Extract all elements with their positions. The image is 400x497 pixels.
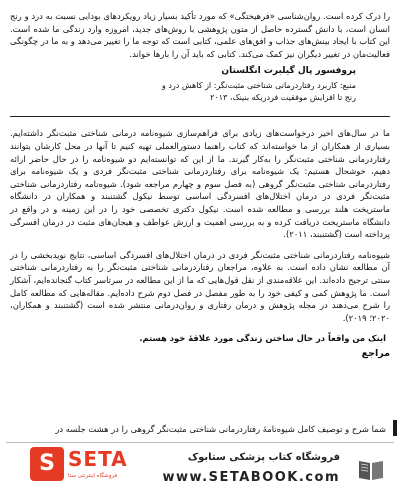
quote-source-line-1: منبع: کاربرد رفتاردرمانی شناختی مثبت‌نگر: از کاهش درد و bbox=[161, 81, 356, 91]
body-paragraph-1: ما در سال‌های اخیر درخواست‌های زیادی برای فراهم‌سازی شیوه‌نامه درمانی شناختی مثبت‌نگر داشته‌ایم. بسیاری از همکاران از ما خواسته‌اند که کتاب راهنما دستورالعملی تهیه کنیم تا آنها در محل کارشان بتوانند رفتاردرمانی شناختی مثبت‌نگر را به‌کار گیرند. ما از این که توانسته‌ایم دو شیوه‌نامه را در حال حاضر ارائه دهیم، خوشحال هستیم: یک شیوه‌نامه برای رفتاردرمانی شناختی مثبت‌نگر فردی و یک شیوه‌نامه برای رفتاردرمانی شناختی مثبت‌نگر گروهی (به فصل سوم و چهارم مراجعه شود). شیوه‌نامه رفتاردرمانی شناختی مثبت‌نگر فردی در درمان اختلال‌های افسردگی اساسی توسط نیکول گشتنبند و همکاران در دانشگاه ماستریخت هلند بررسی و مطالعه شده است. نیکول دکتری تخصصی خود را در این زمینه و در واقع در دانشگاه ماستریخت دریافت کرده و به بررسی اهمیت و ارزش عواطف و هیجان‌های مثبت در درمان افسرگی پرداخته است (گشتنبند، ۲۰۱۱). bbox=[10, 128, 390, 240]
body-paragraph-2: شیوه‌نامه رفتاردرمانی شناختی مثبت‌نگر فردی در درمان اختلال‌های افسردگی اساسی، نتایج نویدبخشی را در آن مطالعه نشان داده است. به علاوه، مراجعان رفتاردرمانی شناختی مثبت‌نگر را به رفتاردرمانی شناختی سنتی ترجیح داده‌اند. این علاقه‌مندی از نقل قول‌هایی که ما از این مطالعه در سرتاسر کتاب گنجانده‌ایم، آشکار است. ما پژوهش کمی و کیفی خود را به طور مفصل در فصل دوم شرح داده‌ایم. مقاله‌هایی که مطالعه کامل را شرح می‌دهند در مجله پژوهش و درمان رفتاری و روان‌درمانی منتشر شده است (گشتنبند و همکاران، ۲۰۲۰؛ ۲۰۱۹). bbox=[10, 249, 390, 323]
cutoff-line: شما شرح و توصیف کامل شیوه‌نامهٔ رفتاردرمانی شناختی مثبت‌نگر گروهی را در هشت جلسه در bbox=[55, 424, 386, 434]
store-name: فروشگاه کتاب پزشکی ستابوک bbox=[187, 452, 340, 463]
section-heading: مراجع bbox=[361, 348, 390, 360]
quote-signature: پروفسور پال گیلبرت انگلستان bbox=[221, 66, 356, 77]
book-icon bbox=[356, 454, 386, 484]
quote-source-line-2: رنج تا افزایش موفقیت فردریکه بنینک، ۲۰۱۳ bbox=[210, 93, 356, 103]
footer bbox=[0, 438, 400, 497]
logo-wordmark: SETA bbox=[68, 447, 128, 471]
logo-tagline: فروشگاه اینترنتی ستا bbox=[68, 473, 118, 479]
quote-block bbox=[10, 10, 390, 104]
store-url-link[interactable]: www.SETABOOK.com bbox=[162, 470, 340, 485]
section-divider bbox=[10, 116, 390, 117]
seta-logo[interactable] bbox=[30, 445, 142, 491]
footer-divider bbox=[6, 442, 394, 443]
closing-quote: اینک من واقعاً در حال ساختن زندگی مورد علاقهٔ خود هستم. bbox=[139, 333, 386, 344]
logo-mark-icon: S bbox=[30, 447, 64, 481]
page-edge-marker bbox=[393, 420, 397, 436]
quote-paragraph: را درک کرده است. روان‌شناسی «فرهیختگی» که مورد تأکید بسیار زیاد رویکردهای بودایی نسبت به درد و رنج انسان است، با دانش گسترده حاصل از متون پژوهشی با روش‌های جدید، امروزه وارد زندگی ما شده است. این کتاب با ایجاد بینش‌های جذاب و افق‌های علمی، کتابی است که توجه ما را تغییر می‌دهد و به ما در چگونگی فعالیت‌مان در تغییر دیگران نیز کمک می‌کند. کتابی که باید آن را بارها خواند. bbox=[10, 11, 390, 59]
